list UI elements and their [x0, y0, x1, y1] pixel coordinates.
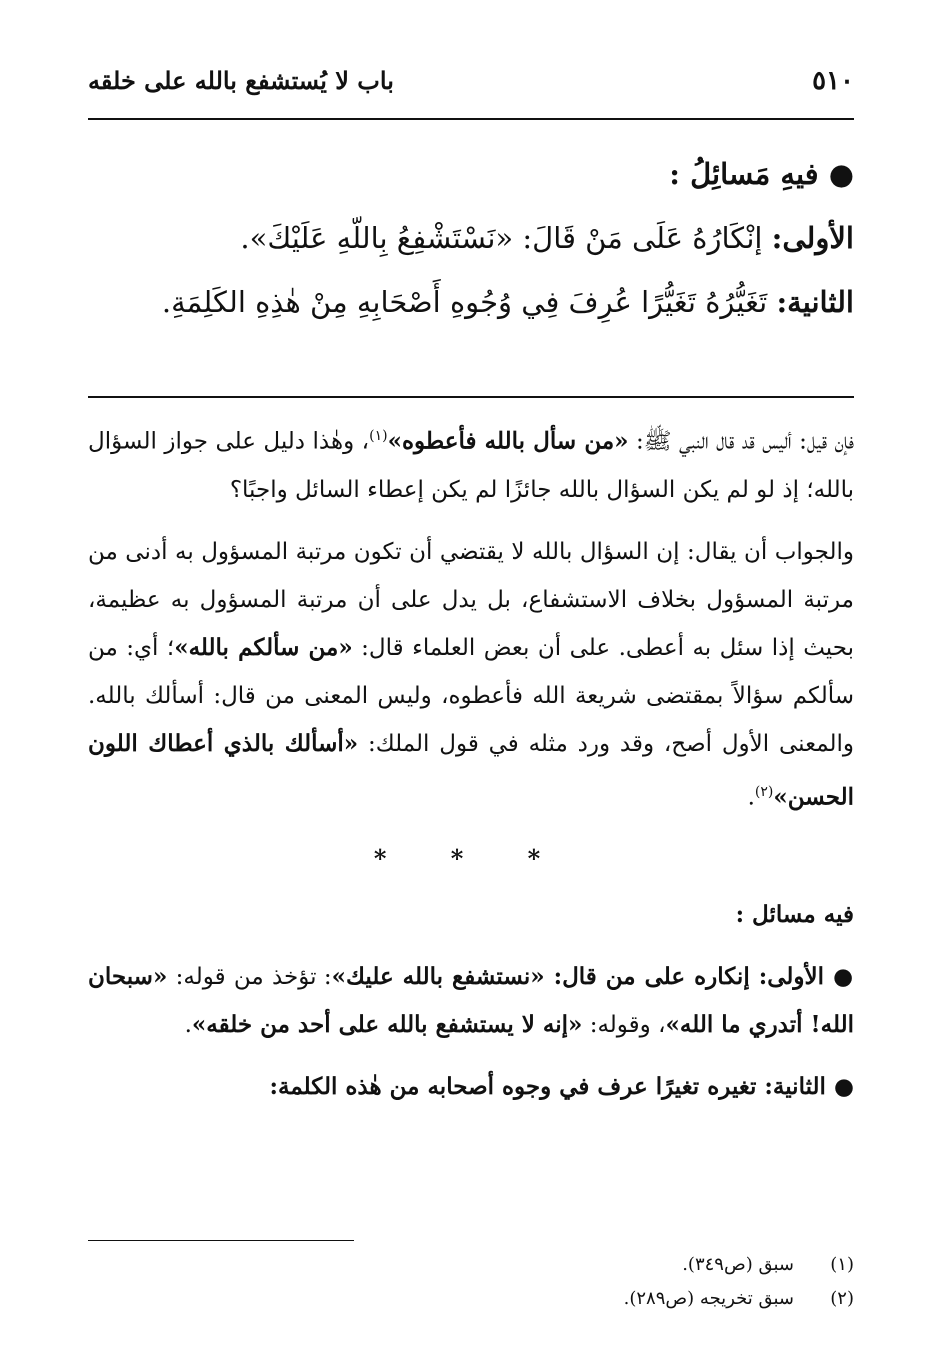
hadith-quote: «من سأل بالله فأعطوه» [387, 427, 629, 455]
text-run: ؛ أي: من سألكم سؤالاً بمقتضى شريعة الله فأعطوه، وليس المعنى من قال: أسألك بالله. والمعنى الأول أصح، وقد ورد مثله في قول الملك: [88, 634, 854, 757]
footnotes [88, 1248, 854, 1316]
matn-second-text: تَغَيُّرُهُ تَغَيُّرًا عُرِفَ فِي وُجُوهِ أَصْحَابِهِ مِنْ هٰذِهِ الكَلِمَةِ. [161, 285, 777, 319]
matn-second-label: الثانية: [776, 285, 854, 319]
hadith-quote: «أسألك بالذي أعطاك اللون الحسن» [88, 729, 854, 811]
hadith-quote: «من سألكم بالله» [174, 633, 353, 661]
page-header [88, 66, 854, 106]
text-run: فإن قيل: أليس قد قال النبي ﷺ: [628, 428, 854, 455]
text-run: : تؤخذ من قوله: [167, 964, 332, 991]
matn-first-label: الأولى: [771, 221, 854, 255]
footnote-ref: (٢) [754, 783, 774, 800]
footnote-rule [88, 1240, 354, 1241]
text-run: ، وهٰذا دليل على جواز السؤال بالله؛ إذ لو لم يكن السؤال بالله جائزًا لم يكن إعطاء السائل واجبًا؟ [88, 428, 854, 503]
text-run: . [747, 784, 755, 811]
footnote-number: (١) [830, 1254, 854, 1275]
matn-first-text: إنْكَارُهُ عَلَى مَنْ قَالَ: «نَسْتَشْفِعُ بِاللّهِ عَلَيْكَ». [240, 221, 772, 255]
matn-heading: ● فيهِ مَسائِلُ : [669, 157, 854, 191]
footnote-text: سبق تخريجه (ص٢٨٩). [623, 1288, 794, 1309]
matn-issue-first [88, 206, 854, 270]
issue-first-label: ● الأولى: إنكاره على من قال: «نستشفع بالله عليك» [331, 963, 855, 991]
footnote-text: سبق (ص٣٤٩). [682, 1254, 794, 1275]
footnote-number: (٢) [830, 1288, 854, 1309]
hadith-quote: «سبحان الله! أتدري ما الله» [88, 963, 854, 1039]
commentary [88, 412, 854, 1111]
footnote [88, 1282, 854, 1316]
commentary-paragraph [88, 528, 854, 822]
text-run: ، وقوله: [582, 1012, 666, 1039]
footnote [88, 1248, 854, 1282]
issue-first [88, 953, 854, 1049]
issue-second: ● الثانية: تغيره تغيرًا عرف في وجوه أصحابه من هٰذه الكلمة: [269, 1073, 854, 1101]
footnote-ref: (١) [369, 428, 388, 444]
running-title: باب لا يُستشفع بالله على خلقه [88, 66, 394, 95]
header-rule [88, 118, 854, 120]
text-run: والجواب أن يقال: إن السؤال بالله لا يقتضي أن تكون مرتبة المسؤول به أدنى من مرتبة المسؤول بخلاف الاستشفاع، بل يدل على أن مرتبة المسؤول به عظيمة، بحيث إذا سئل به أعطى. على أن بعض العلماء قال: [88, 538, 854, 661]
matn-text [88, 142, 854, 334]
matn-divider [88, 396, 854, 398]
section-separator: * * * [373, 844, 569, 874]
issues-heading: فيه مسائل : [735, 901, 854, 929]
page-number: ٥١٠ [812, 66, 854, 96]
text-run: . [184, 1012, 192, 1039]
matn-issue-second [88, 270, 854, 334]
commentary-paragraph [88, 412, 854, 514]
hadith-quote: «إنه لا يستشفع بالله على أحد من خلقه» [191, 1011, 583, 1039]
